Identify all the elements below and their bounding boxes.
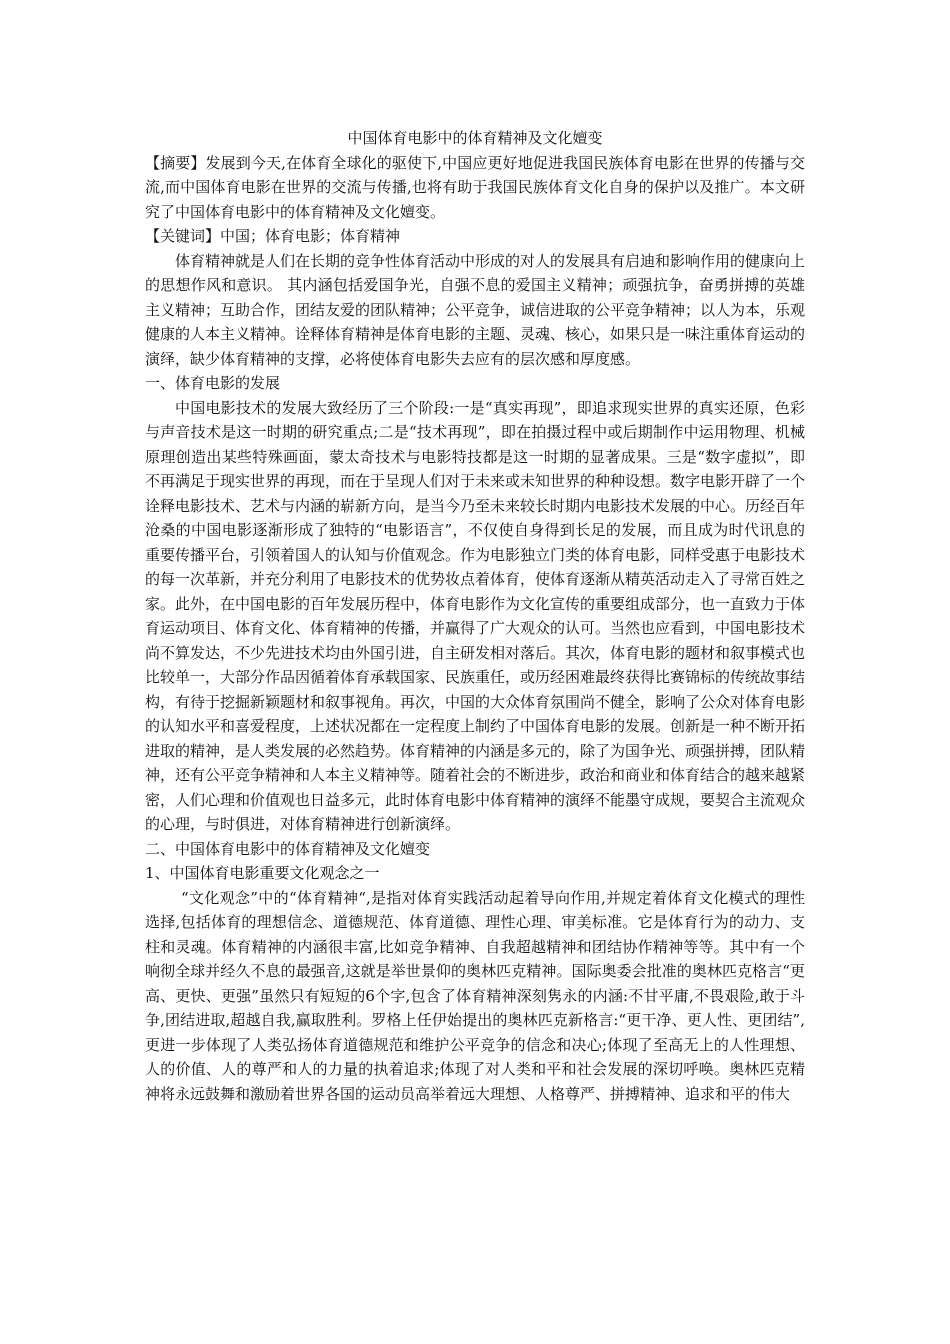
body-paragraph-1: 体育精神就是人们在长期的竞争性体育活动中形成的对人的发展具有启迪和影响作用的健康向上的思想作风和意识。 其内涵包括爱国争光，自强不息的爱国主义精神；顽强抗争，奋勇拼搏的英雄主义精神；互助合作，团结友爱的团队精神；公平竞争，诚信进取的公平竞争精神；以人为本，乐观健康的人本主义精神。诠释体育精神是体育电影的主题、灵魂、核心，如果只是一味注重体育运动的演绎，缺少体育精神的支撑，必将使体育电影失去应有的层次感和厚度感。 [145,251,806,368]
subsection-heading-1: 1、中国体育电影重要文化观念之一 [145,864,380,882]
body-paragraph-2: 中国电影技术的发展大致经历了三个阶段:一是“真实再现”，即追求现实世界的真实还原，色彩与声音技术是这一时期的研究重点;二是“技术再现”，即在拍摄过程中或后期制作中运用物理、机械原理创造出某些特殊画面，蒙太奇技术与电影特技都是这一时期的显著成果。三是“数字虚拟”，即不再满足于现实世界的再现，而在于呈现人们对于未来或未知世界的种种设想。数字电影开辟了一个诠释电影技术、艺术与内涵的崭新方向，是当今乃至未来较长时期内电影技术发展的中心。历经百年沧桑的中国电影逐渐形成了独特的“电影语言”，不仅使自身得到长足的发展，而且成为时代讯息的重要传播平台，引领着国人的认知与价值观念。作为电影独立门类的体育电影，同样受惠于电影技术的每一次革新，并充分利用了电影技术的优势妆点着体育，使体育逐渐从精英活动走入了寻常百姓之家。此外，在中国电影的百年发展历程中，体育电影作为文化宣传的重要组成部分，也一直致力于体育运动项目、体育文化、体育精神的传播，并赢得了广大观众的认可。当然也应看到，中国电影技术尚不算发达，不少先进技术均由外国引进，自主研发相对落后。其次，体育电影的题材和叙事模式也比较单一，大部分作品因循着体育承载国家、民族重任，或历经困难最终获得比赛锦标的传统故事结构，有待于挖掘新颖题材和叙事视角。再次，中国的大众体育氛围尚不健全，影响了公众对体育电影的认知水平和喜爱程度，上述状况都在一定程度上制约了中国体育电影的发展。创新是一种不断开拓进取的精神，是人类发展的必然趋势。体育精神的内涵是多元的，除了为国争光、顽强拼搏，团队精神，还有公平竞争精神和人本主义精神等。随着社会的不断进步，政治和商业和体育结合的越来越紧密，人们心理和价值观也日益多元，此时体育电影中体育精神的演绎不能墨守成规，要契合主流观众的心理，与时俱进，对体育精神进行创新演绎。 [145,398,806,833]
body-paragraph-3: “文化观念”中的“体育精神“,是指对体育实践活动起着导向作用,并规定着体育文化模式的理性选择,包括体育的理想信念、道德规范、体育道德、理性心理、审美标准。它是体育行为的动力、支柱和灵魂。体育精神的内涵很丰富,比如竞争精神、自我超越精神和团结协作精神等等。其中有一个响彻全球并经久不息的最强音,这就是举世景仰的奥林匹克精神。国际奥委会批准的奥林匹克格言“更高、更快、更强”虽然只有短短的6个字,包含了体育精神深刻隽永的内涵:不甘平庸,不畏艰险,敢于斗争,团结进取,超越自我,赢取胜利。罗格上任伊始提出的奥林匹克新格言:“更干净、更人性、更团结”,更进一步体现了人类弘扬体育道德规范和维护公平竞争的信念和决心;体现了至高无上的人性理想、人的价值、人的尊严和人的力量的执着追求;体现了对人类和平和社会发展的深切呼唤。奥林匹克精神将永远鼓舞和激励着世界各国的运动员高举着远大理想、人格尊严、拼搏精神、追求和平的伟大 [145,888,805,1103]
section-heading-1: 一、体育电影的发展 [145,374,281,392]
document-title: 中国体育电影中的体育精神及文化嬗变 [347,129,603,147]
document-page [145,126,805,1106]
keywords-line: 【关键词】中国；体育电影；体育精神 [145,227,401,245]
abstract-paragraph: 【摘要】发展到今天,在体育全球化的驱使下,中国应更好地促进我国民族体育电影在世界的传播与交流,而中国体育电影在世界的交流与传播,也将有助于我国民族体育文化自身的保护以及推广。本文研究了中国体育电影中的体育精神及文化嬗变。 [145,153,805,221]
section-heading-2: 二、中国体育电影中的体育精神及文化嬗变 [145,839,431,858]
